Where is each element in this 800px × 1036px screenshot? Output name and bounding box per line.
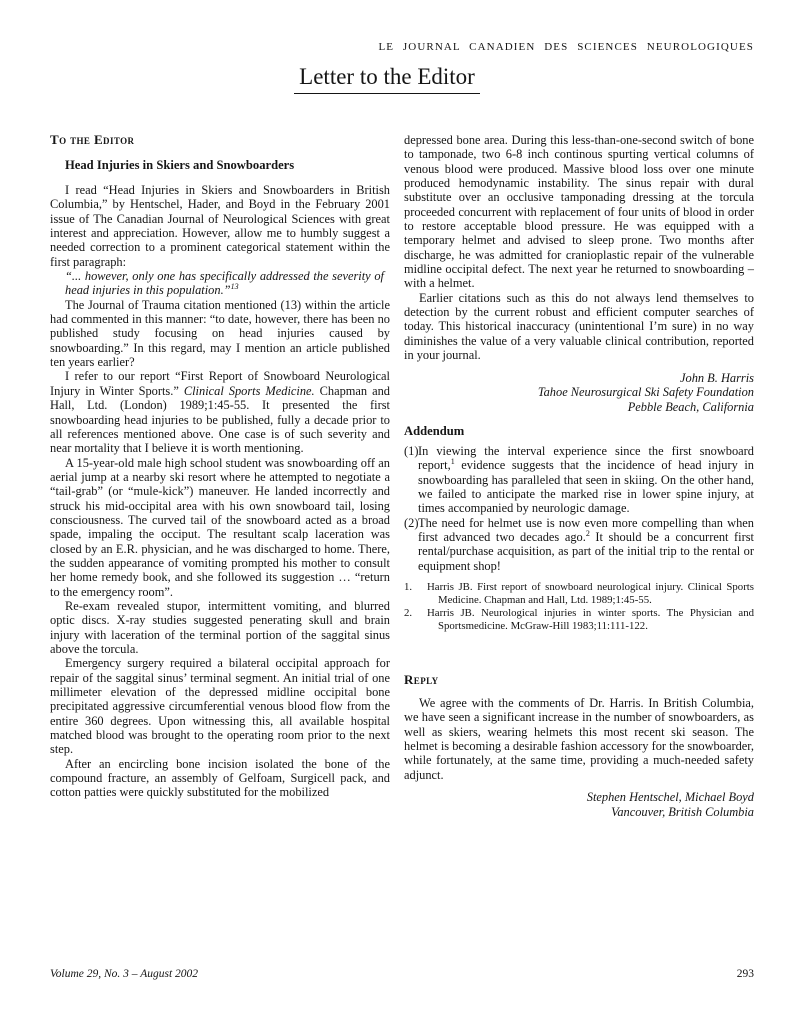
letter-title: Head Injuries in Skiers and Snowboarders [65, 158, 295, 172]
letter-paragraph: A 15-year-old male high school student was snowboarding off an aerial jump at a nearby ski resort where he attempted to negotiate a “tail-grab” (or “mule-kick”) maneuver. He landed incorrectly and struck his mid-occipital area with his own snowboard tail, losing consciousness. The curved tail of the snowboard acted as a broad spade, impaling the occiput. The resultant scalp laceration was closed by an E.R. physician, and he was discharged to home. There, the sudden appearance of vomiting prompted his mother to consult her home remedy book, and she followed its suggestion … “return to the emergency room”. [50, 455, 390, 599]
letter-paragraph: Emergency surgery required a bilateral occipital approach for repair of the saggital sinus’ terminal segment. An initial trial of one millimeter elevation of the depressed midline occipital bone precipitated aggressive circumferential venous blood flow from the entire 360 degrees. Upon witnessing this, all available hospital matched blood was brought to the operating room prior to the next step. [50, 656, 390, 757]
letter-paragraph-continued: depressed bone area. During this less-than-one-second switch of bone to tamponade, two 6-8 inch continous spurting vertical columns of venous blood were produced. Massive blood loss over one minute produced hemodynamic instability. The sinus repair with dural substitute over an occlusive tamponading dressing at the torcula proceeded concurrent with replacement of four units of blood in order to restore acceptable blood pressure. He was equipped with a temporary helmet and advised to sleep prone. Two months after discharge, he was admitted for cranioplastic repair of the vulnerable midline occipital defect. The next year he returned to snowboarding – with a helmet. [404, 133, 754, 291]
addendum-heading: Addendum [404, 424, 465, 438]
paragraph-segment: I refer to our report “First Report of Snowboard Neurological Injury in Winter Sports.” [50, 369, 390, 398]
letter-paragraph: The Journal of Trauma citation mentioned (13) within the article had commented in this manner: “to date, however, there has been no published study focusing on head injuries caused by snowboarding.” In this regard, may I mention an article published ten years earlier? [50, 297, 390, 370]
addendum-item-text: In viewing the interval experience since the first snowboard report, [418, 444, 754, 473]
reference-number: 2. [404, 607, 413, 620]
right-column [404, 133, 754, 829]
left-column [50, 133, 390, 829]
signature-location: Pebble Beach, California [627, 399, 754, 414]
paragraph-segment: Chapman and Hall, Ltd. (London) 1989;1:45-55. It presented the first snowboarding head injuries to be published, fully a decade prior to all references mentioned above. One case is of such severity and near mortality that I believe it is worth mentioning. [50, 383, 390, 456]
signature-name: Stephen Hentschel, Michael Boyd [586, 790, 754, 805]
author-signature [404, 371, 754, 415]
quote-text: “... however, only one has specifically addressed the severity of head injuries in this population.” [65, 269, 384, 298]
addendum-item [404, 444, 754, 516]
addendum-item-number: (1) [404, 444, 419, 458]
addendum-item-number: (2) [404, 515, 419, 530]
reference-list [404, 581, 754, 633]
reference-number: 1. [404, 581, 413, 594]
letter-paragraph: Re-exam revealed stupor, intermittent vomiting, and blurred optic discs. X-ray studies suggested penerating skull and brain injury with laceration of the terminal portion of the saggital sinus above the torcula. [50, 598, 390, 656]
letter-paragraph: After an encircling bone incision isolated the bone of the compound fracture, an assembly of Gelfoam, Surgicell pack, and cotton patties were quickly substituted for the mobilized [50, 756, 390, 800]
addendum-item [404, 516, 754, 573]
signature-name: John B. Harris [680, 370, 754, 385]
page-footer [50, 968, 754, 980]
page-title: Letter to the Editor [294, 64, 480, 94]
letter-paragraph: I read “Head Injuries in Skiers and Snowboarders in British Columbia,” by Hentschel, Hader, and Boyd in the February 2001 issue of The Canadian Journal of Neurological Sciences with great interest and appreciation. However, allow me to humbly suggest a needed correction to a prominent categorical statement within the first paragraph: [50, 183, 390, 269]
page-title-wrap [0, 64, 774, 94]
page-number: 293 [736, 968, 754, 980]
reference-entry [404, 607, 754, 633]
reference-superscript: 1 [450, 457, 455, 467]
addendum-item-text: It should be a concurrent first rental/purchase acquisition, as part of the initial trip to the rental or equipment shop! [418, 530, 754, 573]
reference-text: Harris JB. First report of snowboard neurological injury. Clinical Sports Medicine. Chapman and Hall, Ltd. 1989;1:45-55. [427, 581, 754, 607]
signature-affiliation: Tahoe Neurosurgical Ski Safety Foundation [537, 385, 754, 399]
reference-text: Harris JB. Neurological injuries in winter sports. The Physician and Sportsmedicine. McGraw-Hill 1983;11:111-122. [427, 607, 754, 633]
to-the-editor-label: To the Editor [50, 132, 135, 147]
addendum-item-text: evidence suggests that the incidence of head injury in snowboarding has paralleled that seen in skiing. On the other hand, we failed to anticipate the marked rise in lower spine injury, at times accompanied by neurologic damage. [418, 458, 754, 516]
letter-paragraph: Earlier citations such as this do not always lend themselves to detection by the current robust and efficient computer searches of today. This historical inaccuracy (unintentional I’m sure) in no way diminishes the value of a very valuable clinical contribution, reported in your journal. [404, 290, 754, 363]
reference-superscript: 2 [585, 528, 590, 538]
journal-reference-italic: Clinical Sports Medicine. [183, 383, 315, 398]
letter-paragraph [50, 369, 390, 455]
signature-location: Vancouver, British Columbia [611, 804, 754, 819]
two-column-body [50, 133, 754, 829]
volume-info: Volume 29, No. 3 – August 2002 [50, 968, 199, 980]
journal-name: LE JOURNAL CANADIEN DES SCIENCES NEUROLOGIQUES [378, 41, 754, 53]
quote-citation-superscript: 13 [230, 282, 239, 292]
reference-entry [404, 581, 754, 607]
addendum-item-text: The need for helmet use is now even more compelling than when first advanced two decades ago. [418, 515, 754, 545]
reply-heading: Reply [404, 672, 439, 688]
block-quote [65, 269, 384, 298]
reply-signature [404, 790, 754, 819]
reply-paragraph: We agree with the comments of Dr. Harris. In British Columbia, we have seen a significant increase in the number of snowboarders, as well as skiers, wearing helmets this most recent ski season. The helmet is becoming a desirable fashion accessory for the snowboarder, while fortunately, at the same time, providing a much-needed safety adjunct. [404, 696, 754, 782]
